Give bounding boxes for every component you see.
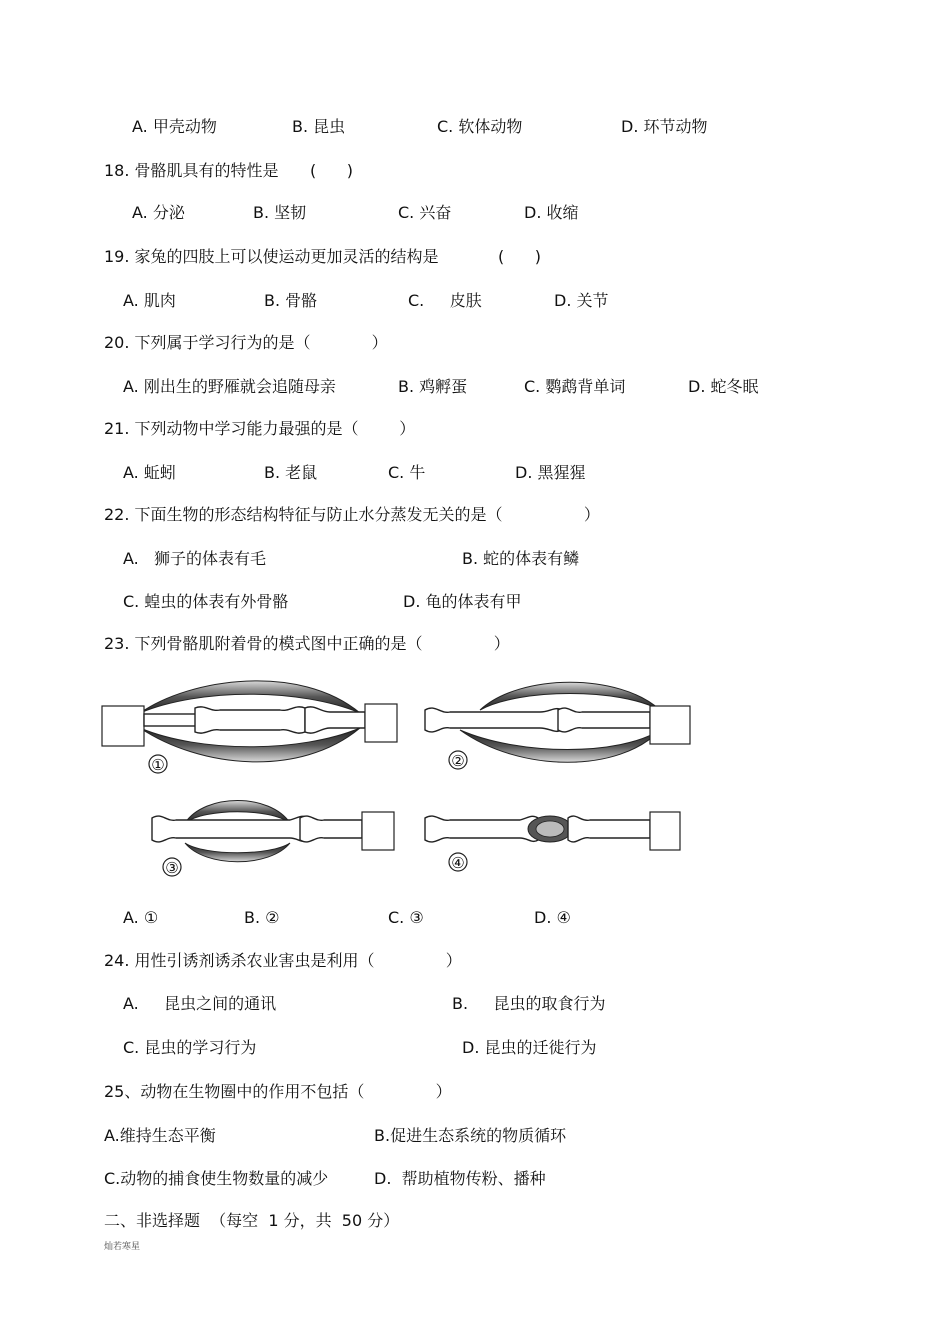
figure-2-label: ②: [451, 752, 465, 770]
q23-stem: 23. 下列骨骼肌附着骨的模式图中正确的是（ ）: [104, 634, 510, 653]
q18-option-a: A. 分泌: [132, 203, 185, 222]
q22-option-c: C. 蝗虫的体表有外骨骼: [123, 592, 289, 611]
q19-paren: ( ): [498, 247, 541, 266]
q21-stem: 21. 下列动物中学习能力最强的是（ ）: [104, 419, 416, 438]
q20-option-b: B. 鸡孵蛋: [398, 377, 468, 396]
q24-stem: 24. 用性引诱剂诱杀农业害虫是利用（ ）: [104, 951, 462, 970]
q24-option-d: D. 昆虫的迁徙行为: [462, 1038, 597, 1057]
q20-option-d: D. 蛇冬眠: [688, 377, 759, 396]
q19-option-c: C. 皮肤: [408, 291, 482, 310]
q21-option-b: B. 老鼠: [264, 463, 318, 482]
q25-stem: 25、动物在生物圈中的作用不包括（ ）: [104, 1082, 452, 1101]
q20-option-c: C. 鹦鹉背单词: [524, 377, 626, 396]
q18-option-d: D. 收缩: [524, 203, 579, 222]
q22-option-a: A. 狮子的体表有毛: [123, 549, 267, 568]
q18-paren: ( ): [310, 161, 353, 180]
q21-option-c: C. 牛: [388, 463, 426, 482]
q25-option-c: C.动物的捕食使生物数量的减少: [104, 1169, 329, 1188]
q25-option-a: A.维持生态平衡: [104, 1126, 216, 1145]
q17-option-a: A. 甲壳动物: [132, 117, 217, 136]
q19-option-b: B. 骨骼: [264, 291, 318, 310]
q22-stem: 22. 下面生物的形态结构特征与防止水分蒸发无关的是（ ）: [104, 505, 600, 524]
figure-4-label: ④: [451, 854, 465, 872]
q21-option-d: D. 黑猩猩: [515, 463, 586, 482]
q19-option-d: D. 关节: [554, 291, 609, 310]
figure-1-diagram: [102, 681, 397, 774]
q22-option-b: B. 蛇的体表有鳞: [462, 549, 580, 568]
q19-stem: 19. 家兔的四肢上可以使运动更加灵活的结构是: [104, 247, 439, 266]
q23-option-b: B. ②: [244, 908, 280, 927]
q22-option-d: D. 龟的体表有甲: [403, 592, 522, 611]
q20-stem: 20. 下列属于学习行为的是（ ）: [104, 333, 388, 352]
figure-1-label: ①: [151, 756, 165, 774]
q20-option-a: A. 刚出生的野雁就会追随母亲: [123, 377, 336, 396]
q18-stem: 18. 骨骼肌具有的特性是: [104, 161, 279, 180]
q18-option-b: B. 坚韧: [253, 203, 307, 222]
q23-figure: [100, 668, 700, 888]
q23-option-c: C. ③: [388, 908, 424, 927]
q23-option-a: A. ①: [123, 908, 159, 927]
figure-3-diagram: [152, 801, 394, 878]
q18-option-c: C. 兴奋: [398, 203, 452, 222]
q19-option-a: A. 肌肉: [123, 291, 176, 310]
q23-option-d: D. ④: [534, 908, 571, 927]
q24-option-b: B. 昆虫的取食行为: [452, 994, 606, 1013]
q17-option-b: B. 昆虫: [292, 117, 346, 136]
q24-option-a: A. 昆虫之间的通讯: [123, 994, 277, 1013]
page-footer: 灿若寒星: [104, 1242, 141, 1252]
figure-2-diagram: [425, 682, 690, 770]
q25-option-d: D. 帮助植物传粉、播种: [374, 1169, 546, 1188]
section-2-title: 二、非选择题 （每空 1 分，共 50 分）: [104, 1211, 400, 1230]
q17-option-d: D. 环节动物: [621, 117, 708, 136]
q24-option-c: C. 昆虫的学习行为: [123, 1038, 257, 1057]
q25-option-b: B.促进生态系统的物质循环: [374, 1126, 567, 1145]
figure-4-diagram: [425, 812, 680, 872]
q17-option-c: C. 软体动物: [437, 117, 523, 136]
figure-3-label: ③: [165, 859, 179, 877]
q21-option-a: A. 蚯蚓: [123, 463, 176, 482]
